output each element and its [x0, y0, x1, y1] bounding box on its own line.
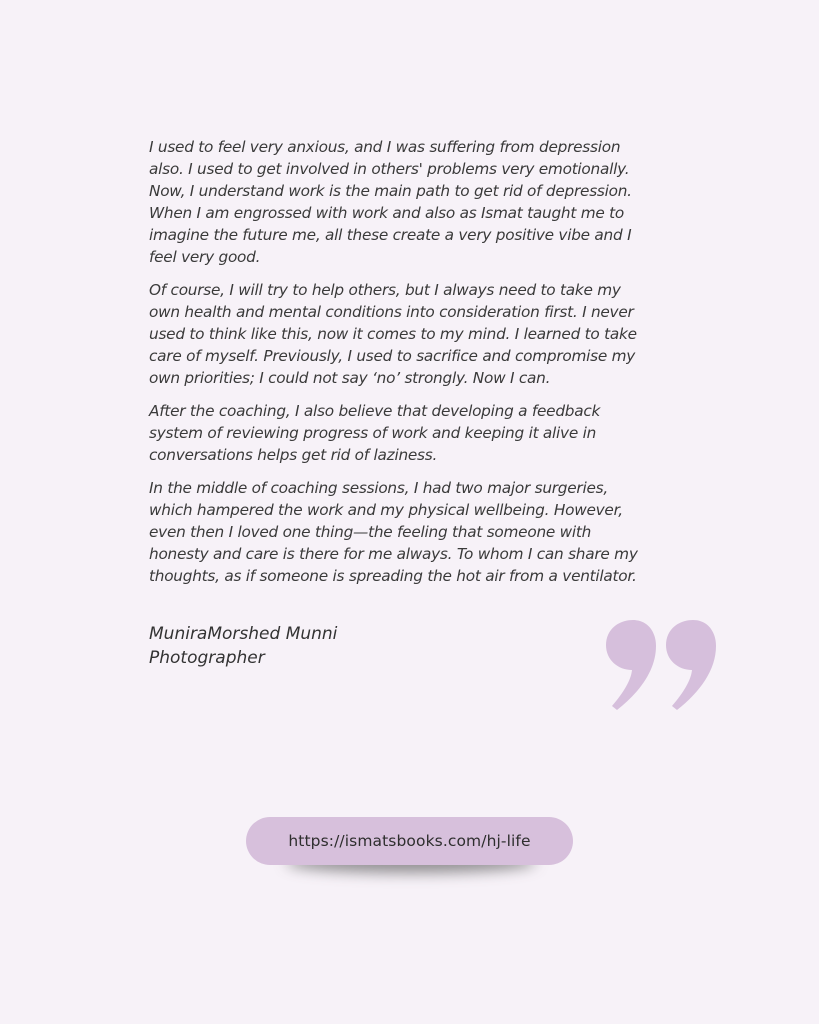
link-container	[246, 817, 573, 883]
author-name: MuniraMorshed Munni	[149, 624, 338, 644]
closing-quote-icon	[600, 618, 720, 714]
testimonial-paragraph-2: Of course, I will try to help others, but I always need to take my own health and mental conditions into consideration first. I never used to think like this, now it comes to my mind. I learned to take care of myself. Previously, I used to sacrifice and compromise my own priorities; I could not say ‘no’ strongly. Now I can.	[149, 281, 637, 387]
testimonial-paragraph-3: After the coaching, I also believe that developing a feedback system of reviewing progress of work and keeping it alive in conversations helps get rid of laziness.	[149, 402, 601, 464]
testimonial-paragraph-4: In the middle of coaching sessions, I had two major surgeries, which hampered the work and my physical wellbeing. However, even then I loved one thing—the feeling that someone with honesty and care is there for me always. To whom I can share my thoughts, as if someone is spreading the hot air from a ventilator.	[149, 479, 638, 585]
testimonial-paragraph-1: I used to feel very anxious, and I was suffering from depression also. I used to get involved in others' problems very emotionally. Now, I understand work is the main path to get rid of depression. When I am engrossed with work and also as Ismat taught me to imagine the future me, all these create a very positive vibe and I feel very good.	[149, 138, 632, 266]
author-attribution	[149, 622, 337, 670]
website-link-button[interactable]: https://ismatsbooks.com/hj-life	[246, 817, 573, 865]
author-role: Photographer	[149, 648, 265, 668]
testimonial-text	[149, 136, 709, 598]
